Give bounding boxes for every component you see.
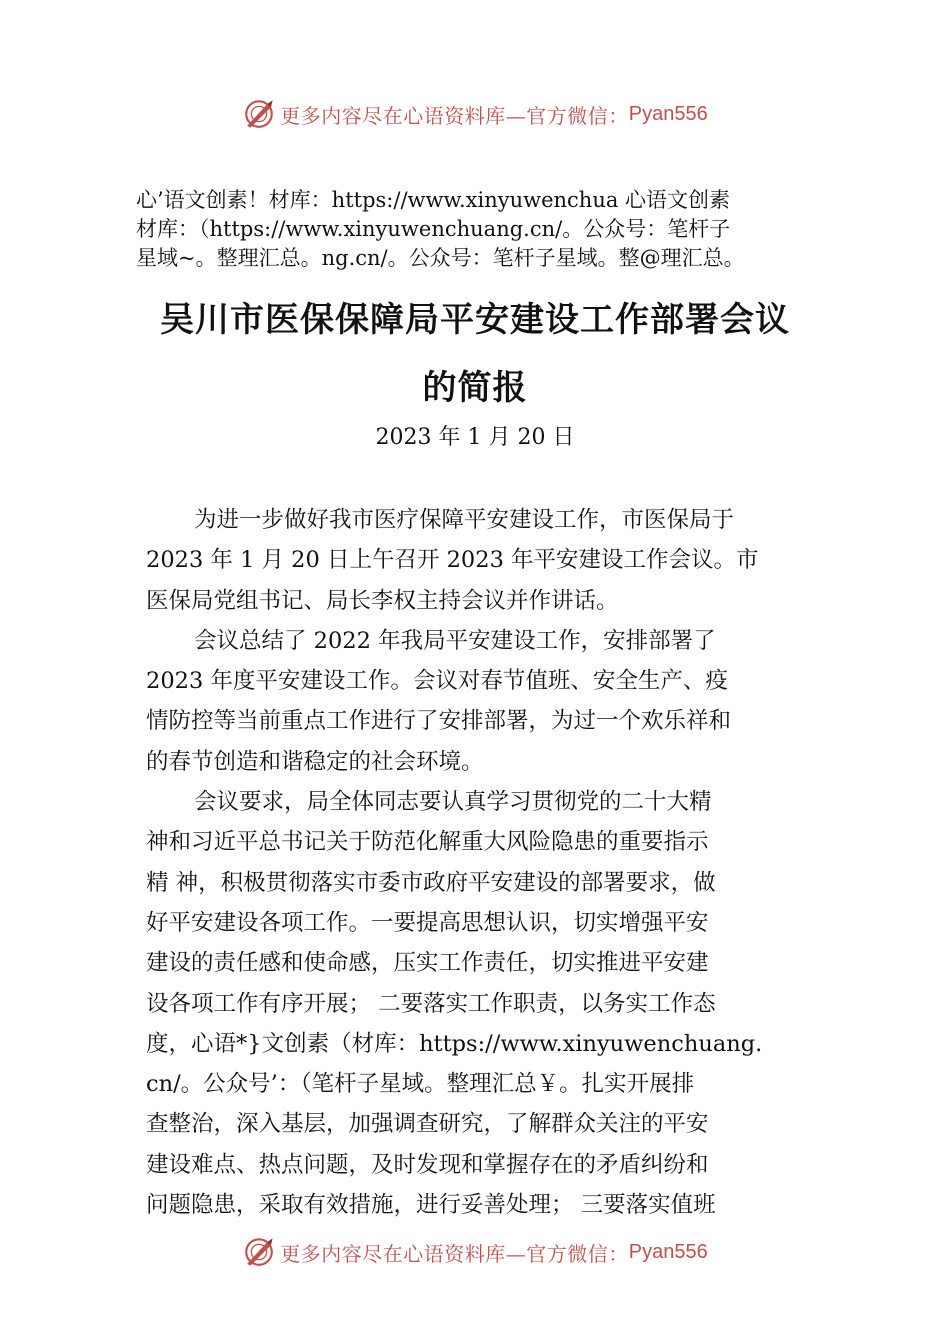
document-title-line-1: 吴川市医保保障局平安建设工作部署会议 bbox=[160, 300, 790, 340]
document-title-line-2: 的简报 bbox=[422, 368, 528, 408]
body-line: 问题隐患，采取有效措施，进行妥善处理； 三要落实值班 bbox=[146, 1192, 716, 1219]
body-line: cn/。公众号’：（笔杆子星域。整理汇总￥。扎实开展排 bbox=[146, 1071, 695, 1098]
body-line: 为进一步做好我市医疗保障平安建设工作，市医保局于 bbox=[194, 507, 735, 533]
footer-banner bbox=[0, 1232, 950, 1272]
pen-logo-icon bbox=[242, 97, 276, 131]
document-date: 2023 年 1 月 20 日 bbox=[375, 425, 575, 450]
banner-text: 更多内容尽在心语资料库—官方微信： bbox=[280, 103, 629, 128]
body-line: 建设的责任感和使命感，压实工作责任，切实推进平安建 bbox=[146, 950, 709, 977]
pen-logo-icon bbox=[242, 1235, 276, 1269]
body-line: 好平安建设各项工作。一要提高思想认识，切实增强平安 bbox=[146, 909, 709, 936]
document-body bbox=[146, 500, 816, 1225]
watermark-line: 材库：（https://www.xinyuwenchuang.cn/。公众号：笔杆子 bbox=[136, 217, 731, 241]
body-line: 度，心语*}文创素（材库：https://www.xinyuwenchuang. bbox=[146, 1030, 763, 1057]
header-banner bbox=[0, 94, 950, 134]
body-line: 会议要求，局全体同志要认真学习贯彻党的二十大精 bbox=[194, 789, 712, 816]
watermark-line: 心’语文创素！材库：https://www.xinyuwenchua 心语文创素 bbox=[136, 188, 731, 212]
banner-text: 更多内容尽在心语资料库—官方微信： bbox=[280, 1241, 629, 1266]
body-line: 医保局党组书记、局长李权主持会议并作讲话。 bbox=[146, 587, 619, 614]
watermark-text-block bbox=[136, 186, 866, 273]
body-line: 建设难点、热点问题，及时发现和掌握存在的矛盾纠纷和 bbox=[146, 1151, 709, 1178]
banner-account: Pyan556 bbox=[628, 102, 708, 125]
body-line: 精 神，积极贯彻落实市委市政府平安建设的部署要求，做 bbox=[146, 869, 716, 896]
body-line: 2023 年 1 月 20 日上午召开 2023 年平安建设工作会议。市 bbox=[146, 547, 759, 574]
body-line: 会议总结了 2022 年我局平安建设工作，安排部署了 bbox=[194, 627, 716, 654]
banner-account: Pyan556 bbox=[628, 1240, 708, 1263]
body-line: 的春节创造和谐稳定的社会环境。 bbox=[146, 748, 484, 775]
watermark-line: 星域~。整理汇总。ng.cn/。公众号：笔杆子星域。整@理汇总。 bbox=[136, 246, 745, 270]
body-line: 情防控等当前重点工作进行了安排部署，为过一个欢乐祥和 bbox=[146, 708, 732, 735]
body-line: 神和习近平总书记关于防范化解重大风险隐患的重要指示 bbox=[146, 829, 709, 856]
body-line: 查整治，深入基层，加强调查研究，了解群众关注的平安 bbox=[146, 1111, 709, 1138]
body-line: 2023 年度平安建设工作。会议对春节值班、安全生产、疫 bbox=[146, 668, 728, 695]
body-line: 设各项工作有序开展； 二要落实工作职责，以务实工作态 bbox=[146, 990, 716, 1017]
